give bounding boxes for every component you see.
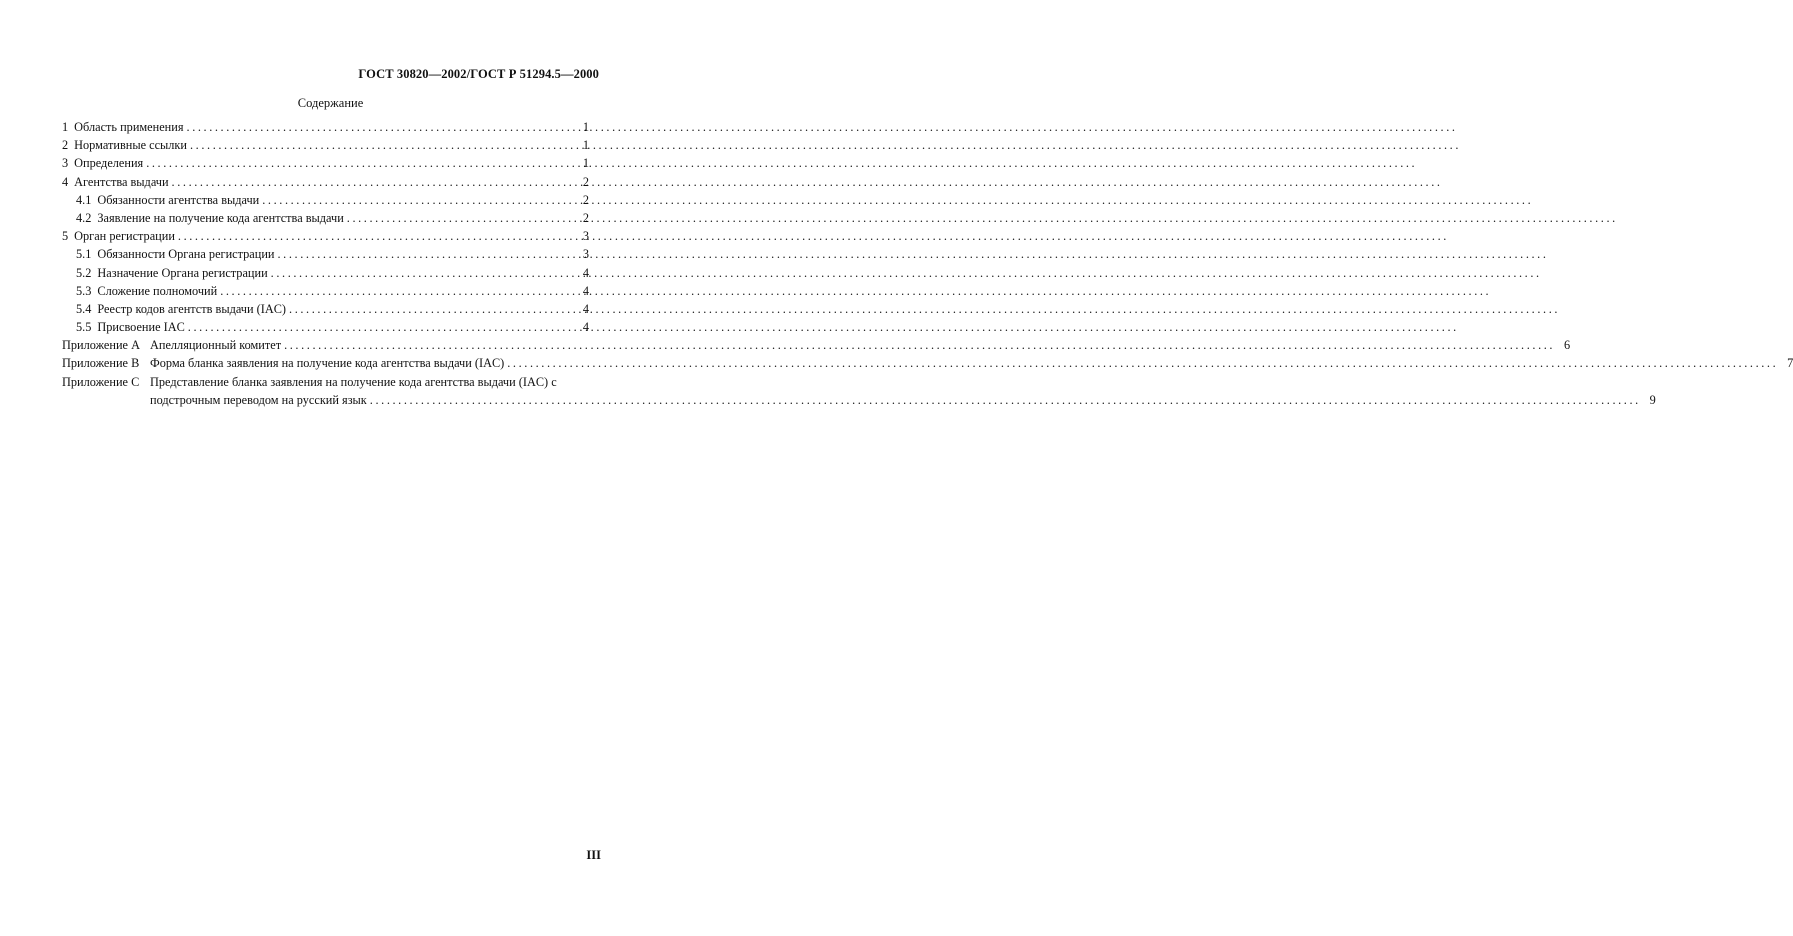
toc-item-page: 2 [582, 174, 589, 189]
toc-item-page: 1 [582, 120, 589, 134]
toc-title: Содержание [297, 96, 364, 110]
toc-item-page: 1 [582, 156, 589, 171]
table-of-contents [62, 120, 1793, 411]
toc-item-page: 7 [1787, 356, 1793, 371]
toc-appendix [62, 338, 1571, 356]
leader-dots [278, 247, 575, 262]
toc-item-label: Область применения [74, 120, 184, 134]
toc-item-number: 5.2 [76, 265, 92, 280]
toc-item-page: 1 [582, 138, 589, 153]
toc-item [62, 156, 589, 174]
appendix-title: Форма бланка заявления на получение кода агентства выдачи (IAC) [150, 356, 505, 371]
toc-item-number: 2 [62, 138, 69, 153]
leader-dots [284, 338, 1555, 353]
leader-dots [262, 193, 574, 208]
leader-dots [178, 229, 574, 244]
toc-item-page: 9 [1649, 392, 1656, 407]
page-number: III [586, 848, 601, 862]
leader-dots [271, 266, 574, 281]
appendix-title: Представление бланка заявления на получение кода агентства выдачи (IAC) с [150, 374, 557, 389]
toc-item-label: Заявление на получение кода агентства выдачи [97, 210, 344, 225]
toc-subitem [62, 266, 589, 284]
toc-item-page: 3 [582, 247, 589, 262]
toc-item-page: 6 [1563, 338, 1571, 353]
toc-item-number: 5.3 [76, 283, 92, 298]
toc-item-label: Сложение полномочий [97, 283, 218, 298]
toc-item-label: Агентства выдачи [74, 174, 169, 189]
toc-item-label: Присвоение IAC [97, 320, 185, 335]
appendix-prefix: Приложение В [62, 356, 140, 371]
toc-item [62, 175, 589, 193]
toc-subitem [62, 193, 589, 211]
toc-item-label: Обязанности Органа регистрации [97, 247, 275, 262]
leader-dots [220, 284, 574, 299]
appendix-title: Апелляционный комитет [150, 338, 282, 353]
toc-subitem [62, 320, 589, 338]
toc-appendix [62, 374, 1656, 411]
toc-item-number: 4.2 [76, 210, 92, 225]
appendix-title-continued: подстрочным переводом на русский язык [150, 392, 367, 407]
toc-item-label: Обязанности агентства выдачи [97, 192, 260, 207]
toc-item-number: 5.5 [76, 320, 92, 335]
toc-subitem [62, 247, 589, 265]
toc-item-number: 5.4 [76, 301, 92, 316]
leader-dots [190, 138, 574, 153]
toc-item-number: 5 [62, 229, 69, 244]
toc-item-page: 2 [582, 192, 589, 207]
toc-item-label: Определения [74, 156, 144, 171]
toc-subitem [62, 284, 589, 302]
toc-item-label: Реестр кодов агентств выдачи (IAC) [97, 301, 287, 316]
toc-item-number: 4.1 [76, 192, 92, 207]
leader-dots [187, 120, 574, 135]
appendix-prefix: Приложение С [62, 374, 140, 389]
leader-dots [172, 175, 574, 190]
toc-item-number: 3 [62, 156, 69, 171]
leader-dots [188, 320, 574, 335]
toc-appendix [62, 356, 1793, 374]
toc-item [62, 138, 589, 156]
leader-dots [370, 393, 1641, 408]
toc-item-page: 2 [582, 210, 589, 225]
toc-item [62, 120, 589, 138]
toc-item-page: 4 [582, 283, 589, 298]
toc-item-label: Орган регистрации [74, 229, 175, 244]
toc-item-number: 4 [62, 174, 69, 189]
toc-item-label: Нормативные ссылки [74, 138, 187, 153]
toc-item-page: 4 [582, 320, 589, 335]
toc-item-number: 5.1 [76, 247, 92, 262]
toc-item-label: Назначение Органа регистрации [97, 265, 268, 280]
document-header: ГОСТ 30820—2002/ГОСТ Р 51294.5—2000 [358, 67, 599, 81]
appendix-prefix: Приложение А [62, 338, 140, 353]
toc-item-page: 4 [582, 265, 589, 280]
toc-subitem [62, 302, 589, 320]
leader-dots [289, 302, 574, 317]
leader-dots [146, 156, 574, 171]
toc-subitem [62, 211, 589, 229]
toc-item-page: 3 [582, 229, 589, 244]
toc-item-number: 1 [62, 120, 69, 134]
toc-item [62, 229, 589, 247]
leader-dots [507, 356, 1778, 371]
toc-item-page: 4 [582, 301, 589, 316]
leader-dots [347, 211, 574, 226]
